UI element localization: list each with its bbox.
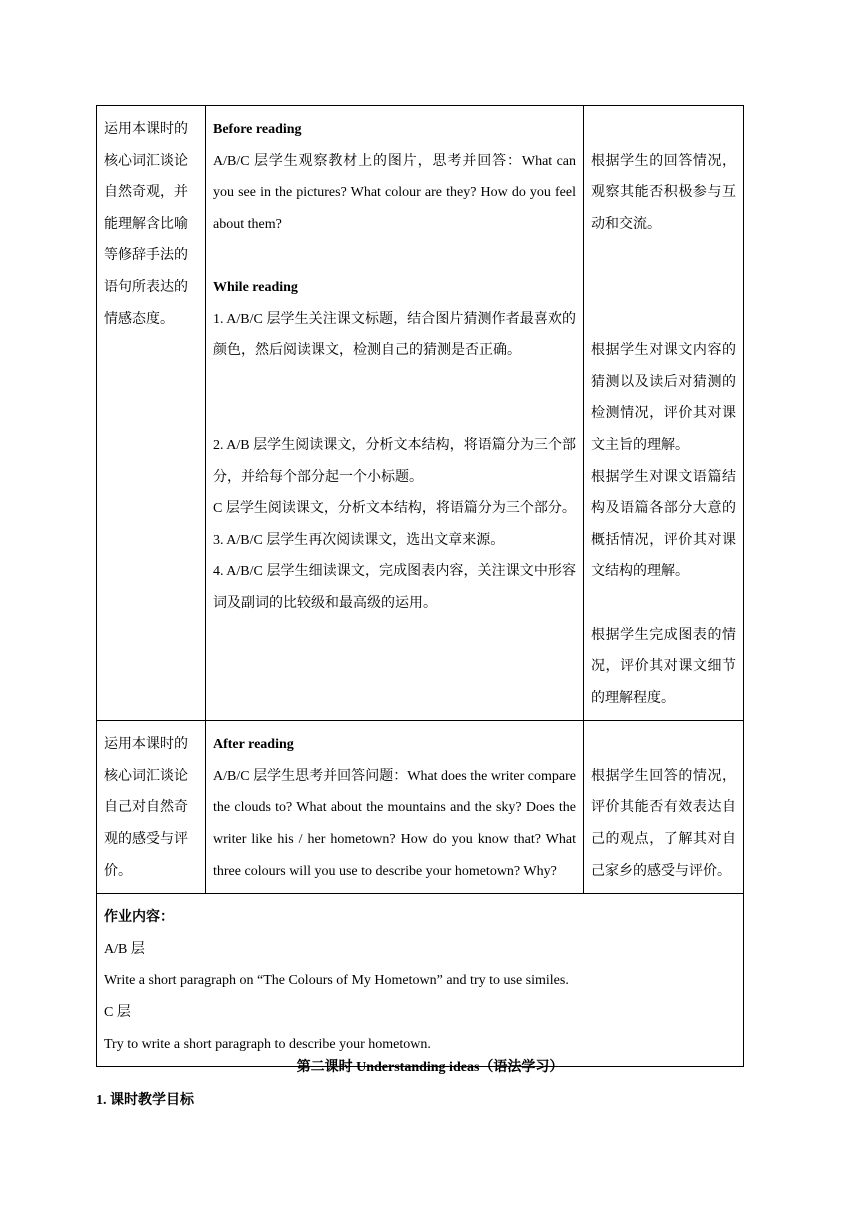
after-reading-evaluation: 根据学生回答的情况，评价其能否有效表达自己的观点，了解其对自己家乡的感受与评价。: [591, 768, 736, 879]
while-reading-step-1: 1. A/B/C 层学生关注课文标题，结合图片猜测作者最喜欢的颜色，然后阅读课文，检测自己的猜测是否正确。: [213, 311, 576, 359]
while-reading-step-3: 3. A/B/C 层学生再次阅读课文，选出文章来源。: [213, 532, 505, 548]
while-reading-step-2-ab: 2. A/B 层学生阅读课文，分析文本结构，将语篇分为三个部分，并给每个部分起一个小标题。: [213, 437, 576, 485]
evaluation-cell: [584, 106, 744, 721]
homework-row: [97, 894, 744, 1067]
while-reading-step-2-c: C 层学生阅读课文，分析文本结构，将语篇分为三个部分。: [213, 501, 576, 517]
activity-cell: [206, 106, 584, 721]
activity-cell: [206, 721, 584, 894]
while-step-1-evaluation: 根据学生对课文内容的猜测以及读后对猜测的检测情况，评价其对课文主旨的理解。: [591, 343, 736, 453]
homework-c-level: C 层: [104, 1005, 131, 1021]
before-reading-text: A/B/C 层学生观察教材上的图片，思考并回答：What can you see in the pictures? What colour are they? How do you feel about them?: [213, 153, 576, 232]
before-reading-evaluation: 根据学生的回答情况，观察其能否积极参与互动和交流。: [591, 153, 736, 232]
objective-text: 运用本课时的核心词汇谈论自然奇观，并能理解含比喻等修辞手法的语句所表达的情感态度。: [104, 122, 188, 327]
section-title: 第二课时 Understanding ideas（语法学习）: [296, 1060, 564, 1075]
evaluation-cell: [584, 721, 744, 894]
sub-heading: 1. 课时教学目标: [96, 1093, 194, 1108]
while-reading-heading: While reading: [213, 279, 298, 295]
while-reading-step-4: 4. A/B/C 层学生细读课文，完成图表内容，关注课文中形容词及副词的比较级和最高级的运用。: [213, 564, 576, 611]
while-step-4-evaluation: 根据学生完成图表的情况，评价其对课文细节的理解程度。: [591, 627, 736, 706]
after-reading-heading: After reading: [213, 737, 294, 753]
homework-ab-task: Write a short paragraph on “The Colours of My Hometown” and try to use similes.: [104, 973, 569, 989]
homework-ab-level: A/B 层: [104, 941, 145, 957]
after-reading-text: A/B/C 层学生思考并回答问题：What does the writer compare the clouds to? What about the mountains and the sky? Does the writer like his / her hometown? How do you know that? What three colours will you use to describe your hometown? Why?: [213, 768, 576, 879]
homework-heading: 作业内容：: [104, 910, 174, 926]
table-row: [97, 721, 744, 894]
objective-text: 运用本课时的核心词汇谈论自己对自然奇观的感受与评价。: [104, 737, 188, 879]
lesson-plan-table: [96, 105, 744, 1067]
while-step-2-evaluation: 根据学生对课文语篇结构及语篇各部分大意的概括情况，评价其对课文结构的理解。: [591, 469, 736, 580]
before-reading-heading: Before reading: [213, 122, 302, 137]
homework-c-task: Try to write a short paragraph to describe your hometown.: [104, 1036, 431, 1052]
homework-cell: [97, 894, 744, 1067]
objective-cell: [97, 721, 206, 894]
table-row: [97, 106, 744, 721]
objective-cell: [97, 106, 206, 721]
